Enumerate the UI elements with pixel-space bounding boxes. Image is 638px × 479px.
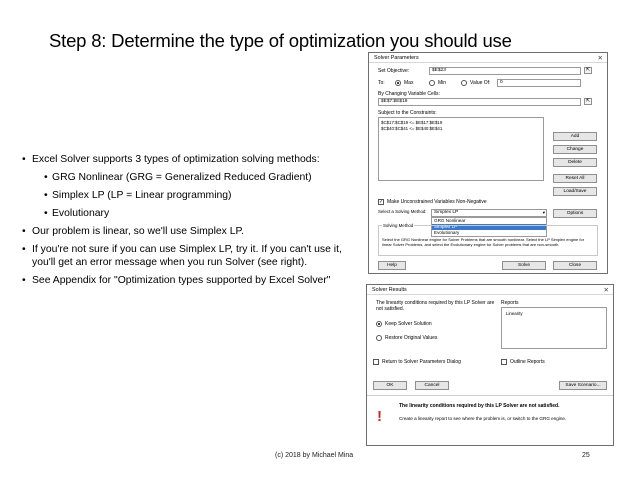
dialog-titlebar	[367, 285, 613, 295]
constraints-label: Subject to the Constraints:	[378, 110, 437, 116]
bullet-item: • If you're not sure if you can use Simplex LP, try it. If you can't use it, you'll get an error message when you run Solver (see right).	[18, 243, 363, 270]
set-objective-label: Set Objective:	[378, 68, 410, 74]
solving-method-select[interactable]	[431, 209, 547, 217]
changing-cells-label: By Changing Variable Cells:	[378, 91, 440, 97]
close-icon[interactable]: ✕	[597, 55, 603, 62]
dropdown-option[interactable]: Evolutionary	[434, 230, 460, 235]
solve-button[interactable]: Solve	[502, 261, 546, 270]
keep-solution-radio[interactable]	[376, 321, 382, 327]
constraints-list[interactable]	[378, 117, 544, 181]
warning-title: The linearity conditions required by this LP Solver are not satisfied.	[399, 403, 560, 409]
bullet-item: • Excel Solver supports 3 types of optimization solving methods:	[18, 153, 363, 166]
min-radio[interactable]	[429, 80, 435, 86]
max-radio[interactable]	[395, 80, 401, 86]
page-number: 25	[582, 452, 590, 459]
min-label: Min	[438, 80, 447, 86]
add-button[interactable]: Add	[553, 132, 597, 141]
divider	[367, 395, 614, 396]
unconstrained-label: Make Unconstrained Variables Non-Negative	[387, 199, 487, 205]
objective-input[interactable]: $E$23	[429, 67, 581, 75]
cancel-button[interactable]: Cancel	[415, 381, 449, 390]
return-to-parameters-label: Return to Solver Parameters Dialog	[382, 359, 461, 365]
dropdown-option[interactable]: GRG Nonlinear	[434, 218, 466, 223]
dialog-titlebar	[369, 53, 607, 63]
bullet-subitem: • GRG Nonlinear (GRG = Generalized Reduced Gradient)	[40, 171, 363, 184]
restore-values-label: Restore Original Values	[385, 335, 438, 341]
to-label: To:	[378, 80, 385, 86]
value-of-radio[interactable]	[461, 80, 467, 86]
warning-icon	[377, 409, 382, 424]
select-value: Simplex LP	[434, 210, 459, 215]
solver-results-dialog	[366, 284, 614, 446]
bullet-subitem: • Simplex LP (LP = Linear programming)	[40, 189, 363, 202]
max-label: Max	[404, 80, 414, 86]
bullet-item: • See Appendix for "Optimization types supported by Excel Solver"	[18, 274, 363, 287]
ok-button[interactable]: OK	[373, 381, 407, 390]
solving-method-description: Select the GRG Nonlinear engine for Solver Problems that are smooth nonlinear. Select the LP Simplex engine for linear Solver Problems, and select the Evolutionary engine for Solver problems that are non-smooth.	[382, 237, 585, 247]
chevron-down-icon[interactable]: ▾	[542, 210, 545, 215]
help-button[interactable]: Help	[378, 261, 406, 270]
outline-reports-checkbox[interactable]	[501, 359, 507, 365]
close-button[interactable]: Close	[553, 261, 597, 270]
range-picker-icon[interactable]: ⇱	[585, 67, 591, 73]
dropdown-option-selected[interactable]: Simplex LP	[432, 224, 546, 230]
solver-parameters-dialog	[368, 52, 608, 274]
restore-values-radio[interactable]	[376, 335, 382, 341]
bullet-item: • Our problem is linear, so we'll use Simplex LP.	[18, 225, 363, 238]
solving-method-group-label: Solving Method	[383, 223, 414, 228]
keep-solution-label: Keep Solver Solution	[385, 321, 432, 327]
change-button[interactable]: Change	[553, 145, 597, 154]
options-button[interactable]: Options	[553, 209, 597, 218]
load-save-button[interactable]: Load/Save	[553, 187, 597, 196]
delete-button[interactable]: Delete	[553, 158, 597, 167]
list-item[interactable]: $C$17:$C$19 <= $E$17:$E$19	[381, 120, 443, 125]
reports-list[interactable]	[501, 307, 607, 349]
reset-all-button[interactable]: Reset All	[553, 174, 597, 183]
results-message: The linearity conditions required by this LP Solver are not satisfied.	[376, 300, 495, 313]
dialog-title: Solver Results	[372, 287, 407, 293]
warning-glyph: !	[377, 408, 382, 425]
footer-credit: (c) 2018 by Michael Mina	[275, 452, 354, 459]
reports-label: Reports	[501, 300, 519, 306]
select-method-label: Select a Solving Method:	[378, 209, 427, 214]
changing-cells-input[interactable]: $E$7:$E$19	[378, 98, 581, 106]
value-of-label: Value Of:	[470, 80, 491, 86]
close-icon[interactable]: ✕	[603, 287, 609, 294]
bullet-subitem: • Evolutionary	[40, 207, 363, 220]
value-of-input[interactable]: 0	[497, 79, 581, 87]
bullet-list	[18, 153, 363, 292]
range-picker-icon[interactable]: ⇱	[585, 98, 591, 104]
list-item[interactable]: Linearity	[506, 311, 523, 316]
list-item[interactable]: $C$40:$C$41 <= $E$40:$E$41	[381, 126, 443, 131]
return-to-parameters-checkbox[interactable]	[373, 359, 379, 365]
slide-title: Step 8: Determine the type of optimization you should use	[49, 30, 512, 51]
outline-reports-label: Outline Reports	[510, 359, 545, 365]
warning-detail: Create a linearity report to see where the problem is, or switch to the GRG engine.	[399, 416, 567, 421]
unconstrained-checkbox[interactable]: ✓	[379, 199, 384, 205]
save-scenario-button[interactable]: Save Scenario...	[559, 381, 607, 390]
dialog-title: Solver Parameters	[374, 55, 419, 61]
